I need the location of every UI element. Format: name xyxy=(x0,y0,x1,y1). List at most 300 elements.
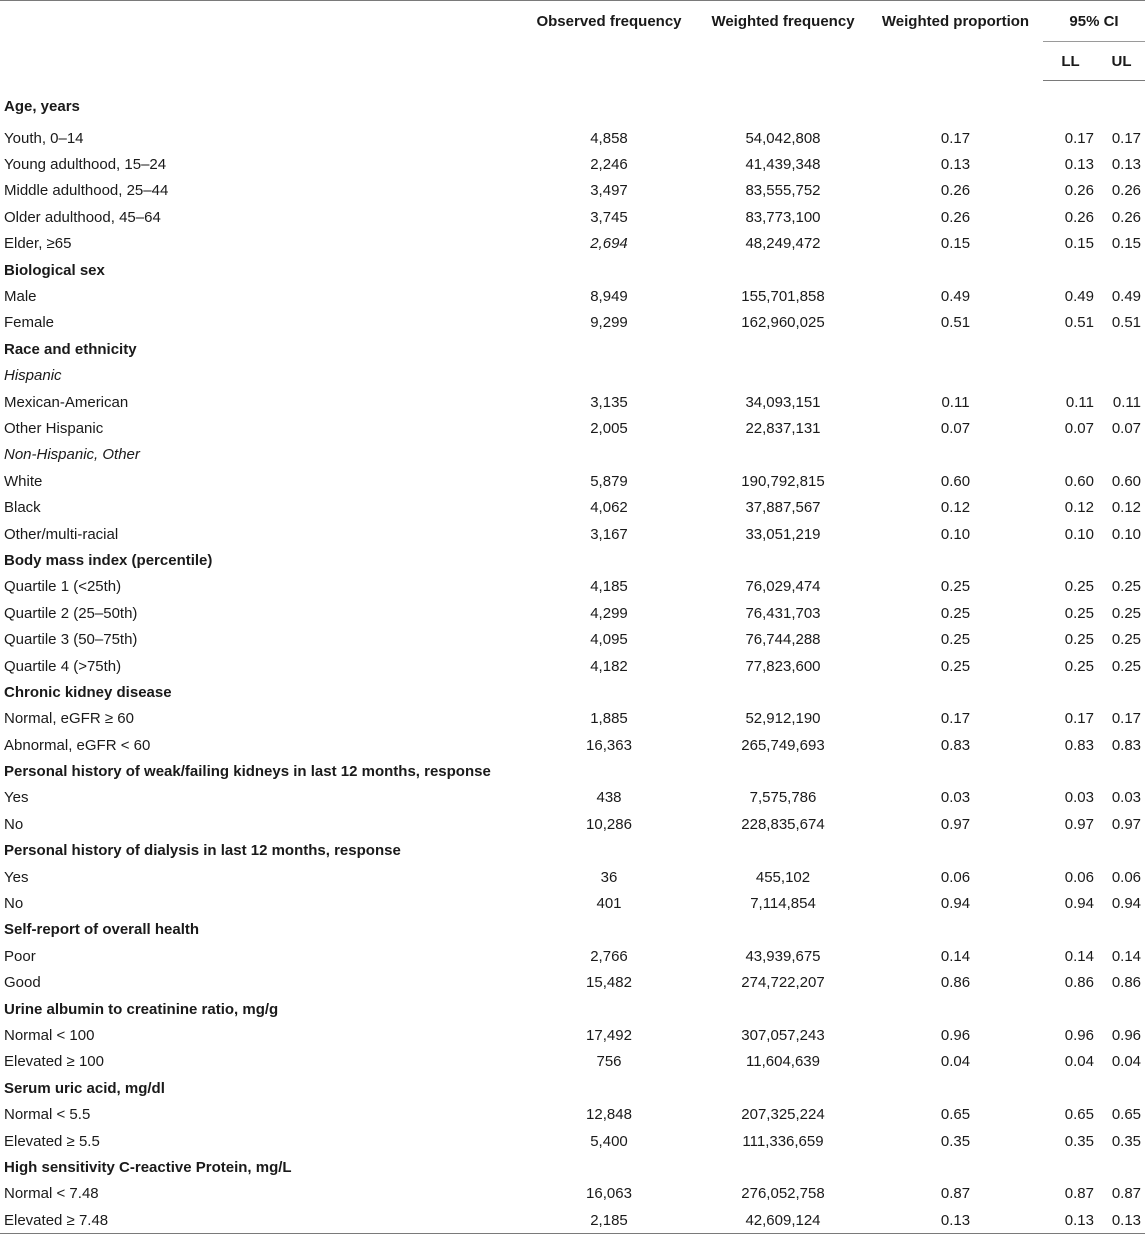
weighted-frequency-cell: 76,431,703 xyxy=(745,604,821,622)
ci-lower-limit-cell: 0.11 xyxy=(1065,393,1094,411)
weighted-proportion-cell: 0.14 xyxy=(940,947,971,965)
row-label: Young adulthood, 15–24 xyxy=(4,156,167,174)
ci-upper-limit-cell: 0.49 xyxy=(1111,288,1142,306)
ci-lower-limit-cell: 0.10 xyxy=(1064,525,1094,543)
empty-cell xyxy=(520,838,698,864)
empty-cell xyxy=(1043,679,1098,705)
observed-frequency-cell: 2,005 xyxy=(590,419,628,437)
ci-upper-limit-cell: 0.60 xyxy=(1111,472,1142,490)
section-title: Personal history of dialysis in last 12 months, response xyxy=(4,842,401,860)
table-row xyxy=(0,1181,1145,1207)
weighted-proportion-cell: 0.65 xyxy=(940,1106,971,1124)
section-title: Self-report of overall health xyxy=(4,921,200,939)
weighted-frequency-cell: 455,102 xyxy=(755,868,811,886)
table-row xyxy=(0,389,1145,415)
weighted-frequency-cell: 155,701,858 xyxy=(741,288,825,306)
empty-cell xyxy=(1098,81,1145,126)
table-row xyxy=(0,1022,1145,1048)
weighted-proportion-cell: 0.07 xyxy=(940,419,971,437)
weighted-proportion-cell: 0.51 xyxy=(940,314,971,332)
section-title: Serum uric acid, mg/dl xyxy=(4,1079,165,1097)
observed-frequency-cell: 4,185 xyxy=(590,578,628,596)
empty-cell xyxy=(1043,996,1098,1022)
section-title: Urine albumin to creatinine ratio, mg/g xyxy=(4,1000,279,1018)
empty-cell xyxy=(698,917,868,943)
row-label: Male xyxy=(4,288,37,306)
table-row xyxy=(0,706,1145,732)
row-label: Quartile 1 (<25th) xyxy=(4,578,122,596)
ci-lower-limit-cell: 0.97 xyxy=(1064,815,1094,833)
ci-lower-limit-cell: 0.35 xyxy=(1064,1132,1094,1150)
observed-frequency-cell: 4,062 xyxy=(590,499,628,517)
empty-cell xyxy=(1098,1154,1145,1180)
row-label: No xyxy=(4,815,24,833)
ci-upper-limit-cell: 0.26 xyxy=(1111,208,1142,226)
empty-cell xyxy=(1043,1154,1098,1180)
ci-upper-limit-cell: 0.96 xyxy=(1111,1026,1142,1044)
observed-frequency-cell: 5,879 xyxy=(590,472,628,490)
empty-cell xyxy=(1043,838,1098,864)
table-row xyxy=(0,574,1145,600)
weighted-frequency-cell: 83,773,100 xyxy=(745,208,821,226)
weighted-proportion-cell: 0.04 xyxy=(940,1053,971,1071)
header-label-blank xyxy=(0,1,520,81)
observed-frequency-cell: 2,694 xyxy=(590,235,628,253)
weighted-frequency-cell: 190,792,815 xyxy=(741,472,825,490)
row-label: Poor xyxy=(4,947,36,965)
empty-cell xyxy=(1098,838,1145,864)
weighted-proportion-cell: 0.06 xyxy=(940,868,971,886)
section-header-row xyxy=(0,336,1145,362)
empty-cell xyxy=(698,758,868,784)
table-row xyxy=(0,415,1145,441)
observed-frequency-cell: 438 xyxy=(596,789,622,807)
header-ll: LL xyxy=(1043,42,1098,81)
subgroup-row xyxy=(0,442,1145,468)
ci-upper-limit-cell: 0.07 xyxy=(1111,419,1142,437)
weighted-frequency-cell: 76,744,288 xyxy=(745,631,821,649)
weighted-proportion-cell: 0.25 xyxy=(940,657,971,675)
section-title: Chronic kidney disease xyxy=(4,683,172,701)
empty-cell xyxy=(1043,547,1098,573)
row-label: Quartile 3 (50–75th) xyxy=(4,631,138,649)
row-label: Older adulthood, 45–64 xyxy=(4,208,161,226)
section-title: Race and ethnicity xyxy=(4,340,137,358)
weighted-frequency-cell: 33,051,219 xyxy=(745,525,821,543)
ci-lower-limit-cell: 0.83 xyxy=(1064,736,1094,754)
empty-cell xyxy=(1098,1075,1145,1101)
header-weighted-proportion: Weighted proportion xyxy=(868,1,1043,81)
weighted-frequency-cell: 83,555,752 xyxy=(745,182,821,200)
section-title: Biological sex xyxy=(4,261,105,279)
table-row xyxy=(0,283,1145,309)
row-label: Elevated ≥ 5.5 xyxy=(4,1132,100,1150)
empty-cell xyxy=(698,363,868,389)
subgroup-title: Non-Hispanic, Other xyxy=(4,446,140,464)
empty-cell xyxy=(520,547,698,573)
empty-cell xyxy=(868,547,1043,573)
header-observed-frequency: Observed frequency xyxy=(520,1,698,81)
weighted-frequency-cell: 42,609,124 xyxy=(698,1207,868,1234)
empty-cell xyxy=(868,996,1043,1022)
empty-cell xyxy=(698,442,868,468)
table-row xyxy=(0,970,1145,996)
empty-cell xyxy=(520,81,698,126)
row-label: Other/multi-racial xyxy=(4,525,119,543)
row-label: Yes xyxy=(4,789,29,807)
ci-upper-limit-cell: 0.10 xyxy=(1111,525,1142,543)
weighted-proportion-cell: 0.12 xyxy=(940,499,971,517)
empty-cell xyxy=(520,442,698,468)
ci-upper-limit-cell: 0.25 xyxy=(1111,578,1142,596)
section-header-row xyxy=(0,1075,1145,1101)
empty-cell xyxy=(1098,547,1145,573)
empty-cell xyxy=(698,679,868,705)
table-row xyxy=(0,204,1145,230)
table-row xyxy=(0,1049,1145,1075)
ci-lower-limit-cell: 0.25 xyxy=(1064,631,1094,649)
ci-upper-limit-cell: 0.15 xyxy=(1111,235,1142,253)
table-row xyxy=(0,943,1145,969)
row-label: Youth, 0–14 xyxy=(4,129,84,147)
row-label: Yes xyxy=(4,868,29,886)
weighted-proportion-cell: 0.94 xyxy=(940,895,971,913)
weighted-frequency-cell: 77,823,600 xyxy=(745,657,821,675)
empty-cell xyxy=(868,336,1043,362)
ci-lower-limit-cell: 0.13 xyxy=(1064,156,1094,174)
weighted-frequency-cell: 228,835,674 xyxy=(741,815,825,833)
row-label: Normal, eGFR ≥ 60 xyxy=(4,710,134,728)
empty-cell xyxy=(868,679,1043,705)
table-row xyxy=(0,653,1145,679)
observed-frequency-cell: 16,363 xyxy=(586,736,632,754)
row-label: Female xyxy=(4,314,55,332)
ci-upper-limit-cell: 0.17 xyxy=(1111,129,1142,147)
table-row xyxy=(0,125,1145,151)
ci-upper-limit-cell: 0.06 xyxy=(1111,868,1142,886)
weighted-proportion-cell: 0.49 xyxy=(940,288,971,306)
weighted-frequency-cell: 41,439,348 xyxy=(745,156,821,174)
empty-cell xyxy=(698,1154,868,1180)
weighted-proportion-cell: 0.11 xyxy=(941,393,970,411)
empty-cell xyxy=(520,917,698,943)
weighted-proportion-cell: 0.83 xyxy=(940,736,971,754)
empty-cell xyxy=(698,1075,868,1101)
section-title: Body mass index (percentile) xyxy=(4,551,213,569)
ci-lower-limit-cell: 0.94 xyxy=(1064,895,1094,913)
section-header-row xyxy=(0,1154,1145,1180)
observed-frequency-cell: 17,492 xyxy=(586,1026,632,1044)
empty-cell xyxy=(520,336,698,362)
empty-cell xyxy=(698,257,868,283)
weighted-proportion-cell: 0.60 xyxy=(940,472,971,490)
empty-cell xyxy=(1043,257,1098,283)
weighted-frequency-cell: 48,249,472 xyxy=(745,235,821,253)
section-header-row xyxy=(0,838,1145,864)
ci-lower-limit-cell: 0.51 xyxy=(1064,314,1094,332)
ci-lower-limit-cell: 0.12 xyxy=(1064,499,1094,517)
table-row xyxy=(0,178,1145,204)
section-title: Personal history of weak/failing kidneys in last 12 months, response xyxy=(4,763,491,781)
ci-lower-limit-cell: 0.03 xyxy=(1064,789,1094,807)
observed-frequency-cell: 2,246 xyxy=(590,156,628,174)
empty-cell xyxy=(1098,758,1145,784)
ci-lower-limit-cell: 0.87 xyxy=(1064,1185,1094,1203)
section-header-row xyxy=(0,917,1145,943)
ci-lower-limit-cell: 0.25 xyxy=(1064,578,1094,596)
ci-upper-limit-cell: 0.51 xyxy=(1111,314,1142,332)
section-header-row xyxy=(0,758,1145,784)
weighted-proportion-cell: 0.25 xyxy=(940,578,971,596)
weighted-proportion-cell: 0.25 xyxy=(940,604,971,622)
empty-cell xyxy=(1043,336,1098,362)
row-label: Elevated ≥ 7.48 xyxy=(0,1207,520,1234)
ci-lower-limit-cell: 0.07 xyxy=(1064,419,1094,437)
empty-cell xyxy=(1098,363,1145,389)
weighted-proportion-cell: 0.13 xyxy=(940,156,971,174)
row-label: Black xyxy=(4,499,41,517)
ci-lower-limit-cell: 0.25 xyxy=(1064,657,1094,675)
ci-lower-limit-cell: 0.65 xyxy=(1064,1106,1094,1124)
observed-frequency-cell: 756 xyxy=(596,1053,622,1071)
observed-frequency-cell: 1,885 xyxy=(590,710,628,728)
observed-frequency-cell: 4,299 xyxy=(590,604,628,622)
observed-frequency-cell: 15,482 xyxy=(586,974,632,992)
row-label: Mexican-American xyxy=(4,393,129,411)
table-row xyxy=(0,1128,1145,1154)
empty-cell xyxy=(868,838,1043,864)
subgroup-title: Hispanic xyxy=(4,367,62,385)
observed-frequency-cell: 4,182 xyxy=(590,657,628,675)
weighted-frequency-cell: 11,604,639 xyxy=(746,1053,820,1071)
empty-cell xyxy=(520,363,698,389)
ci-upper-limit-cell: 0.65 xyxy=(1111,1106,1142,1124)
ci-lower-limit-cell: 0.04 xyxy=(1064,1053,1094,1071)
weighted-frequency-cell: 7,575,786 xyxy=(749,789,817,807)
ci-upper-limit-cell: 0.25 xyxy=(1111,657,1142,675)
row-label: Good xyxy=(4,974,41,992)
table-row xyxy=(0,521,1145,547)
observed-frequency-cell: 401 xyxy=(596,895,622,913)
empty-cell xyxy=(868,257,1043,283)
table-row xyxy=(0,231,1145,257)
weighted-frequency-cell: 7,114,854 xyxy=(750,895,816,913)
header-95-ci: 95% CI xyxy=(1043,1,1145,42)
observed-frequency-cell: 16,063 xyxy=(586,1185,632,1203)
empty-cell xyxy=(1098,917,1145,943)
empty-cell xyxy=(698,81,868,126)
empty-cell xyxy=(868,1154,1043,1180)
ci-lower-limit-cell: 0.17 xyxy=(1064,710,1094,728)
ci-upper-limit-cell: 0.94 xyxy=(1111,895,1142,913)
table-row xyxy=(0,732,1145,758)
subgroup-row xyxy=(0,363,1145,389)
weighted-proportion-cell: 0.35 xyxy=(940,1132,971,1150)
weighted-frequency-cell: 111,336,659 xyxy=(742,1132,824,1150)
ci-lower-limit-cell: 0.17 xyxy=(1064,129,1094,147)
empty-cell xyxy=(868,758,1043,784)
weighted-proportion-cell: 0.25 xyxy=(940,631,971,649)
table-row xyxy=(0,1101,1145,1127)
table-row xyxy=(0,600,1145,626)
section-header-row xyxy=(0,679,1145,705)
observed-frequency-cell: 10,286 xyxy=(586,815,632,833)
ci-upper-limit-cell: 0.25 xyxy=(1111,631,1142,649)
ci-lower-limit-cell: 0.06 xyxy=(1064,868,1094,886)
row-label: Other Hispanic xyxy=(4,419,104,437)
row-label: Normal < 7.48 xyxy=(4,1185,99,1203)
ci-upper-limit-cell: 0.83 xyxy=(1111,736,1142,754)
empty-cell xyxy=(1098,257,1145,283)
empty-cell xyxy=(520,257,698,283)
weighted-frequency-cell: 37,887,567 xyxy=(745,499,821,517)
ci-lower-limit-cell: 0.60 xyxy=(1064,472,1094,490)
header-weighted-frequency: Weighted frequency xyxy=(698,1,868,81)
row-label: Normal < 5.5 xyxy=(4,1106,91,1124)
table-row xyxy=(0,310,1145,336)
ci-lower-limit-cell: 0.96 xyxy=(1064,1026,1094,1044)
weighted-frequency-cell: 43,939,675 xyxy=(745,947,821,965)
table-body xyxy=(0,81,1145,1234)
empty-cell xyxy=(698,838,868,864)
section-header-row xyxy=(0,81,1145,126)
row-label: Quartile 4 (>75th) xyxy=(4,657,122,675)
ci-upper-limit-cell: 0.97 xyxy=(1111,815,1142,833)
observed-frequency-cell: 4,858 xyxy=(590,129,628,147)
weighted-proportion-cell: 0.26 xyxy=(940,208,971,226)
weighted-frequency-cell: 274,722,207 xyxy=(741,974,825,992)
table-row xyxy=(0,151,1145,177)
observed-frequency-cell: 2,766 xyxy=(590,947,628,965)
table-row xyxy=(0,494,1145,520)
weighted-frequency-cell: 307,057,243 xyxy=(741,1026,825,1044)
table-row xyxy=(0,785,1145,811)
empty-cell xyxy=(1043,917,1098,943)
ci-upper-limit-cell: 0.04 xyxy=(1111,1053,1142,1071)
empty-cell xyxy=(1098,996,1145,1022)
ci-lower-limit-cell: 0.14 xyxy=(1064,947,1094,965)
row-label: Abnormal, eGFR < 60 xyxy=(4,736,151,754)
row-label: Normal < 100 xyxy=(4,1026,95,1044)
table-row xyxy=(0,811,1145,837)
weighted-proportion-cell: 0.17 xyxy=(940,710,971,728)
observed-frequency-cell: 3,745 xyxy=(590,208,628,226)
empty-cell xyxy=(698,547,868,573)
weighted-frequency-cell: 76,029,474 xyxy=(745,578,821,596)
empty-cell xyxy=(868,442,1043,468)
empty-cell xyxy=(698,336,868,362)
header-ul: UL xyxy=(1098,42,1145,81)
ci-upper-limit-cell: 0.14 xyxy=(1111,947,1142,965)
weighted-frequency-cell: 52,912,190 xyxy=(745,710,821,728)
ci-upper-limit-cell: 0.13 xyxy=(1098,1207,1145,1234)
weighted-frequency-cell: 207,325,224 xyxy=(741,1106,825,1124)
empty-cell xyxy=(1098,336,1145,362)
weighted-frequency-cell: 162,960,025 xyxy=(741,314,825,332)
empty-cell xyxy=(1043,758,1098,784)
weighted-proportion-cell: 0.87 xyxy=(940,1185,971,1203)
table-header xyxy=(0,1,1145,81)
ci-lower-limit-cell: 0.15 xyxy=(1064,235,1094,253)
weighted-frequency-cell: 276,052,758 xyxy=(741,1185,825,1203)
row-label: Quartile 2 (25–50th) xyxy=(4,604,138,622)
empty-cell xyxy=(1043,442,1098,468)
ci-lower-limit-cell: 0.86 xyxy=(1064,974,1094,992)
empty-cell xyxy=(1043,1075,1098,1101)
empty-cell xyxy=(520,679,698,705)
row-label: No xyxy=(4,895,24,913)
ci-upper-limit-cell: 0.12 xyxy=(1111,499,1142,517)
weighted-frequency-cell: 22,837,131 xyxy=(745,419,821,437)
observed-frequency-cell: 9,299 xyxy=(590,314,628,332)
ci-upper-limit-cell: 0.03 xyxy=(1111,789,1142,807)
observed-frequency-cell: 36 xyxy=(600,868,618,886)
empty-cell xyxy=(868,363,1043,389)
ci-upper-limit-cell: 0.35 xyxy=(1111,1132,1142,1150)
section-title: High sensitivity C-reactive Protein, mg/L xyxy=(4,1158,292,1176)
observed-frequency-cell: 5,400 xyxy=(590,1132,628,1150)
ci-lower-limit-cell: 0.26 xyxy=(1064,208,1094,226)
section-header-row xyxy=(0,257,1145,283)
empty-cell xyxy=(520,1075,698,1101)
ci-upper-limit-cell: 0.13 xyxy=(1111,156,1142,174)
ci-lower-limit-cell: 0.13 xyxy=(1043,1207,1098,1234)
weighted-frequency-cell: 34,093,151 xyxy=(745,393,821,411)
ci-upper-limit-cell: 0.86 xyxy=(1111,974,1142,992)
empty-cell xyxy=(520,758,698,784)
empty-cell xyxy=(868,917,1043,943)
weighted-proportion-cell: 0.15 xyxy=(940,235,971,253)
section-header-row xyxy=(0,547,1145,573)
empty-cell xyxy=(868,1075,1043,1101)
table-row xyxy=(0,1207,1145,1234)
empty-cell xyxy=(1098,679,1145,705)
empty-cell xyxy=(520,996,698,1022)
row-label: Elevated ≥ 100 xyxy=(4,1053,104,1071)
ci-upper-limit-cell: 0.87 xyxy=(1111,1185,1142,1203)
observed-frequency-cell: 3,135 xyxy=(590,393,628,411)
weighted-proportion-cell: 0.97 xyxy=(940,815,971,833)
empty-cell xyxy=(520,1154,698,1180)
ci-lower-limit-cell: 0.26 xyxy=(1064,182,1094,200)
weighted-proportion-cell: 0.13 xyxy=(868,1207,1043,1234)
weighted-frequency-cell: 54,042,808 xyxy=(745,129,821,147)
ci-lower-limit-cell: 0.25 xyxy=(1064,604,1094,622)
table-row xyxy=(0,468,1145,494)
observed-frequency-cell: 8,949 xyxy=(590,288,628,306)
ci-upper-limit-cell: 0.17 xyxy=(1111,710,1142,728)
empty-cell xyxy=(698,996,868,1022)
weighted-proportion-cell: 0.86 xyxy=(940,974,971,992)
weighted-proportion-cell: 0.03 xyxy=(940,789,971,807)
observed-frequency-cell: 3,497 xyxy=(590,182,628,200)
weighted-proportion-cell: 0.17 xyxy=(940,129,971,147)
weighted-proportion-cell: 0.96 xyxy=(940,1026,971,1044)
observed-frequency-cell: 3,167 xyxy=(590,525,628,543)
empty-cell xyxy=(1098,442,1145,468)
table-row xyxy=(0,626,1145,652)
empty-cell xyxy=(868,81,1043,126)
weighted-proportion-cell: 0.26 xyxy=(940,182,971,200)
weighted-frequency-cell: 265,749,693 xyxy=(741,736,825,754)
row-label: White xyxy=(4,472,43,490)
row-label: Middle adulthood, 25–44 xyxy=(4,182,169,200)
section-title: Age, years xyxy=(4,98,80,116)
row-label: Elder, ≥65 xyxy=(4,235,72,253)
ci-upper-limit-cell: 0.11 xyxy=(1112,393,1142,411)
ci-lower-limit-cell: 0.49 xyxy=(1064,288,1094,306)
ci-upper-limit-cell: 0.26 xyxy=(1111,182,1142,200)
